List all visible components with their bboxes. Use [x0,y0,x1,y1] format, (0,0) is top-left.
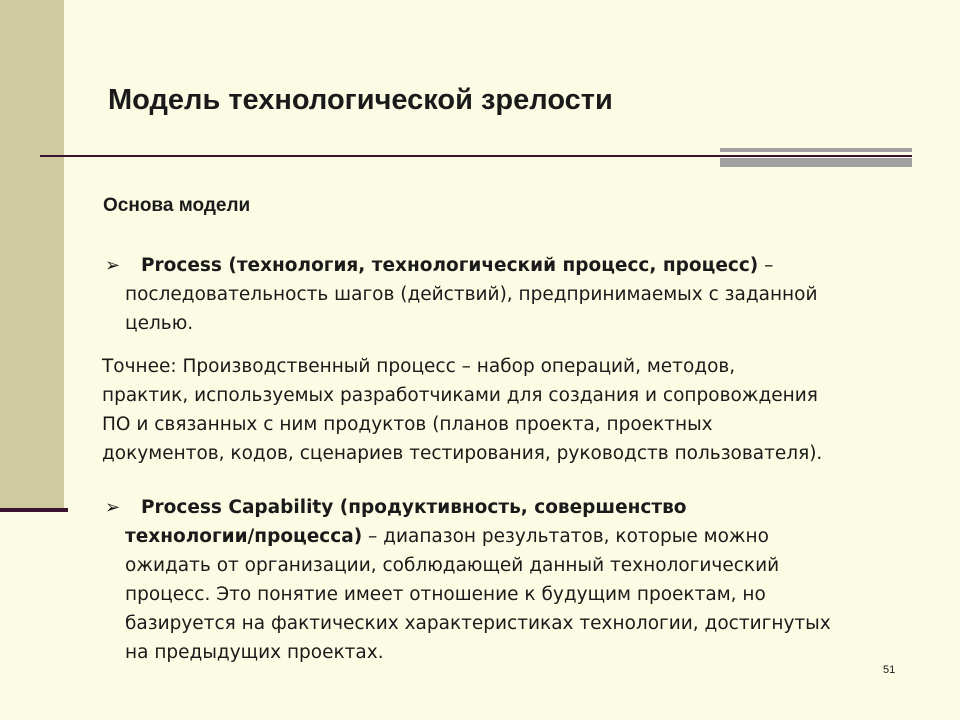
section-heading: Основа модели [103,195,251,216]
slide-title: Модель технологической зрелости [108,84,613,116]
bullet1-term: Process (технология, технологический процесс, процесс) [141,255,759,276]
bullet2-line3: ожидать от организации, соблюдающей данный технологический [125,555,780,576]
bullet1-line1 [141,251,911,280]
paragraph-line2: практик, используемых разработчиками для создания и сопровождения [102,385,818,406]
bullet2-term-part1: Process Capability (продуктивность, совершенство [141,497,687,518]
paragraph-line3: ПО и связанных с ним продуктов (планов проекта, проектных [102,414,713,435]
bullet2-term-part2: технологии/процесса) [125,526,363,547]
paragraph-line1: Точнее: Производственный процесс – набор операций, методов, [102,356,736,377]
page-number: 51 [883,664,896,676]
bullet1-dash: – [758,255,774,276]
title-divider [40,155,912,157]
bullet1-line2: последовательность шагов (действий), предпринимаемых с заданной [125,284,818,305]
bullet2-line4: процесс. Это понятие имеет отношение к будущим проектам, но [125,584,766,605]
left-decorative-band [0,0,64,512]
bullet2-line6: на предыдущих проектах. [125,642,384,663]
bullet1-line3: целью. [125,313,194,334]
left-band-underline [0,508,68,512]
paragraph-line4: документов, кодов, сценариев тестирования, руководств пользователя). [102,443,823,464]
definition-paragraph [102,352,917,468]
arrow-bullet-icon-2: ➢ [105,497,121,518]
bullet2-line1 [141,493,911,522]
bullet2-line2 [125,522,915,551]
title-accent-bar [720,158,912,167]
arrow-bullet-icon: ➢ [105,255,121,276]
bullet2-rest: – диапазон результатов, которые можно [362,526,769,547]
title-accent-bar-top [720,148,912,152]
bullet2-line5: базируется на фактических характеристиках технологии, достигнутых [125,613,831,634]
